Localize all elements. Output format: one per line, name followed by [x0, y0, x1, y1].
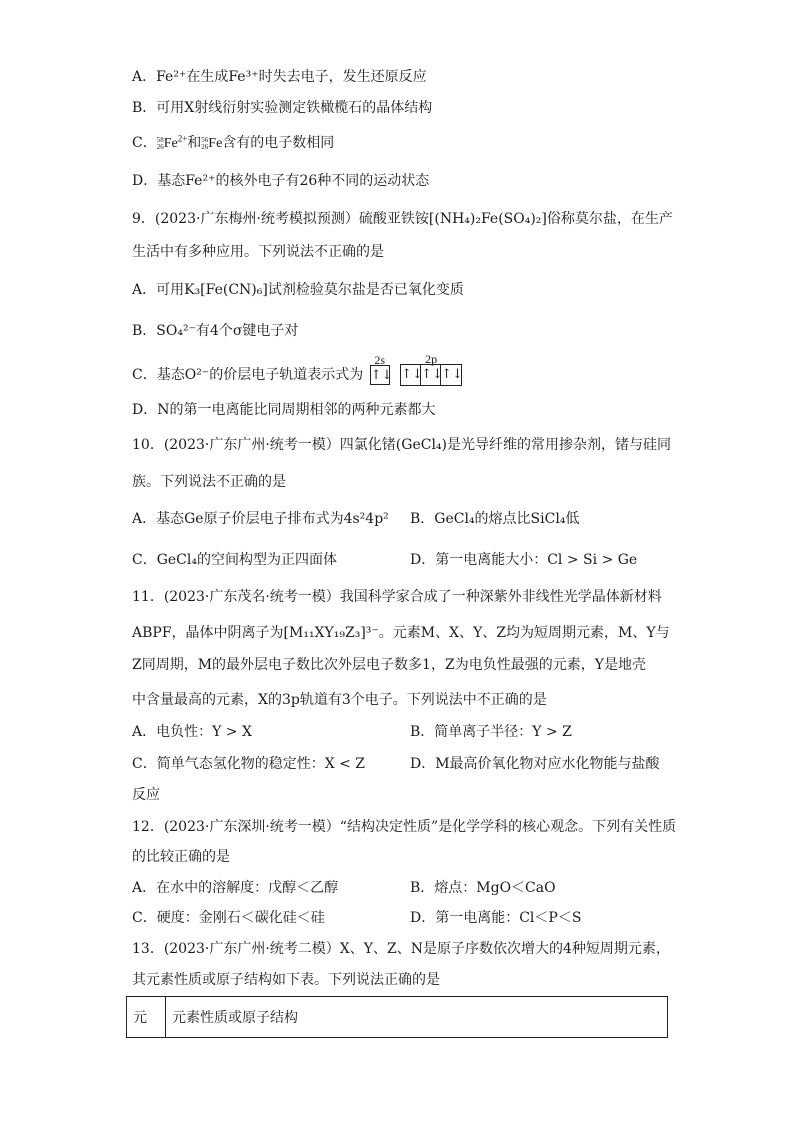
q9-stem-line1: 9．(2023·广东梅州·统考模拟预测）硫酸亚铁铵[(NH₄)₂Fe(SO₄)₂]俗称莫尔盐，在生产 [132, 211, 673, 227]
q10-option-b: B．GeCl₄的熔点比SiCl₄低 [410, 511, 580, 527]
q9-option-c [132, 352, 463, 386]
q8-option-d: D．基态Fe²⁺的核外电子有26种不同的运动状态 [132, 173, 430, 189]
q8-option-a: A．Fe²⁺在生成Fe³⁺时失去电子，发生还原反应 [132, 69, 427, 85]
q12-option-b: B．熔点：MgO＜CaO [410, 880, 556, 896]
orbital-2s-cell: ↑↓ [370, 365, 390, 385]
q12-stem-line2: 的比较正确的是 [132, 849, 230, 865]
q8-option-c-mid: 和 [187, 135, 202, 151]
q10-option-d: D．第一电离能大小：Cl > Si > Ge [410, 552, 638, 568]
orbital-2s [370, 353, 393, 385]
q8-option-c [132, 134, 334, 153]
q11-stem-line1: 11．(2023·广东茂名·统考一模）我国科学家合成了一种深紫外非线性光学晶体新材料 [132, 589, 662, 605]
q13-stem-line2: 其元素性质或原子结构如下表。下列说法正确的是 [132, 972, 440, 988]
q11-option-c: C．简单气态氢化物的稳定性：X < Z [132, 756, 366, 772]
q9-option-c-text: C．基态O²⁻的价层电子轨道表示式为 [132, 367, 364, 383]
q11-stem-line3: Z同周期，M的最外层电子数比次外层电子数多1，Z为电负性最强的元素，Y是地壳 [132, 657, 646, 673]
q8-option-b: B．可用X射线衍射实验测定铁橄榄石的晶体结构 [132, 100, 433, 116]
q12-option-d: D．第一电离能：Cl＜P＜S [410, 910, 582, 926]
q11-option-a: A．电负性：Y > X [132, 724, 252, 740]
fe-58-ion: 58 $26Fe^{2+}$ [156, 133, 188, 151]
q10-option-a: A．基态Ge原子价层电子排布式为4s²4p² [132, 511, 389, 527]
q11-stem-line4: 中含量最高的元素，X的3p轨道有3个电子。下列说法中不正确的是 [132, 692, 547, 708]
table-row [127, 997, 668, 1038]
q10-stem-line2: 族。下列说法不正确的是 [132, 474, 286, 490]
fe-56-atom: 56 26Fe [201, 135, 223, 151]
q10-option-c: C．GeCl₄的空间构型为正四面体 [132, 552, 337, 568]
q12-option-a: A．在水中的溶解度：戊醇＜乙醇 [132, 880, 339, 896]
q11-option-d-line1: D．M最高价氧化物对应水化物能与盐酸 [410, 756, 660, 772]
orbital-2s-label: 2s [374, 353, 385, 367]
orbital-2p-cell-1: ↑↓ [401, 365, 421, 385]
q10-stem-line1: 10．(2023·广东广州·统考一模）四氯化锗(GeCl₄)是光导纤维的常用掺杂剂，锗与硅同 [132, 437, 671, 453]
orbital-2p-cell-2: ↑↓ [421, 365, 441, 385]
q9-option-d: D．N的第一电离能比同周期相邻的两种元素都大 [132, 402, 436, 418]
q12-option-c: C．硬度：金刚石＜碳化硅＜硅 [132, 910, 325, 926]
element-table [126, 996, 668, 1038]
table-header-element: 元 [127, 997, 166, 1038]
q11-option-b: B．简单离子半径：Y > Z [410, 724, 572, 740]
table-header-properties: 元素性质或原子结构 [166, 997, 668, 1038]
q12-stem-line1: 12．(2023·广东深圳·统考一模）“结构决定性质”是化学学科的核心观念。下列有关性质 [132, 819, 677, 835]
q11-option-d-line2: 反应 [132, 787, 160, 803]
q11-stem-line2: ABPF，晶体中阴离子为[M₁₁XY₁₉Z₃]³⁻。元素M、X、Y、Z均为短周期元素，M、Y与 [132, 625, 670, 641]
q9-option-b: B．SO₄²⁻有4个σ键电子对 [132, 323, 299, 339]
q9-stem-line2: 生活中有多种应用。下列说法不正确的是 [132, 244, 384, 260]
orbital-2p-cell-3: ↑↓ [441, 367, 463, 382]
q13-stem-line1: 13．(2023·广东广州·统考二模）X、Y、Z、N是原子序数依次增大的4种短周期元素， [132, 941, 670, 957]
q9-option-a: A．可用K₃[Fe(CN)₆]试剂检验莫尔盐是否已氧化变质 [132, 282, 464, 298]
orbital-2p-label: 2p [425, 352, 438, 366]
orbital-2p [400, 352, 463, 386]
q8-option-c-suffix: 含有的电子数相同 [222, 135, 335, 151]
q8-option-c-prefix: C． [132, 135, 157, 151]
